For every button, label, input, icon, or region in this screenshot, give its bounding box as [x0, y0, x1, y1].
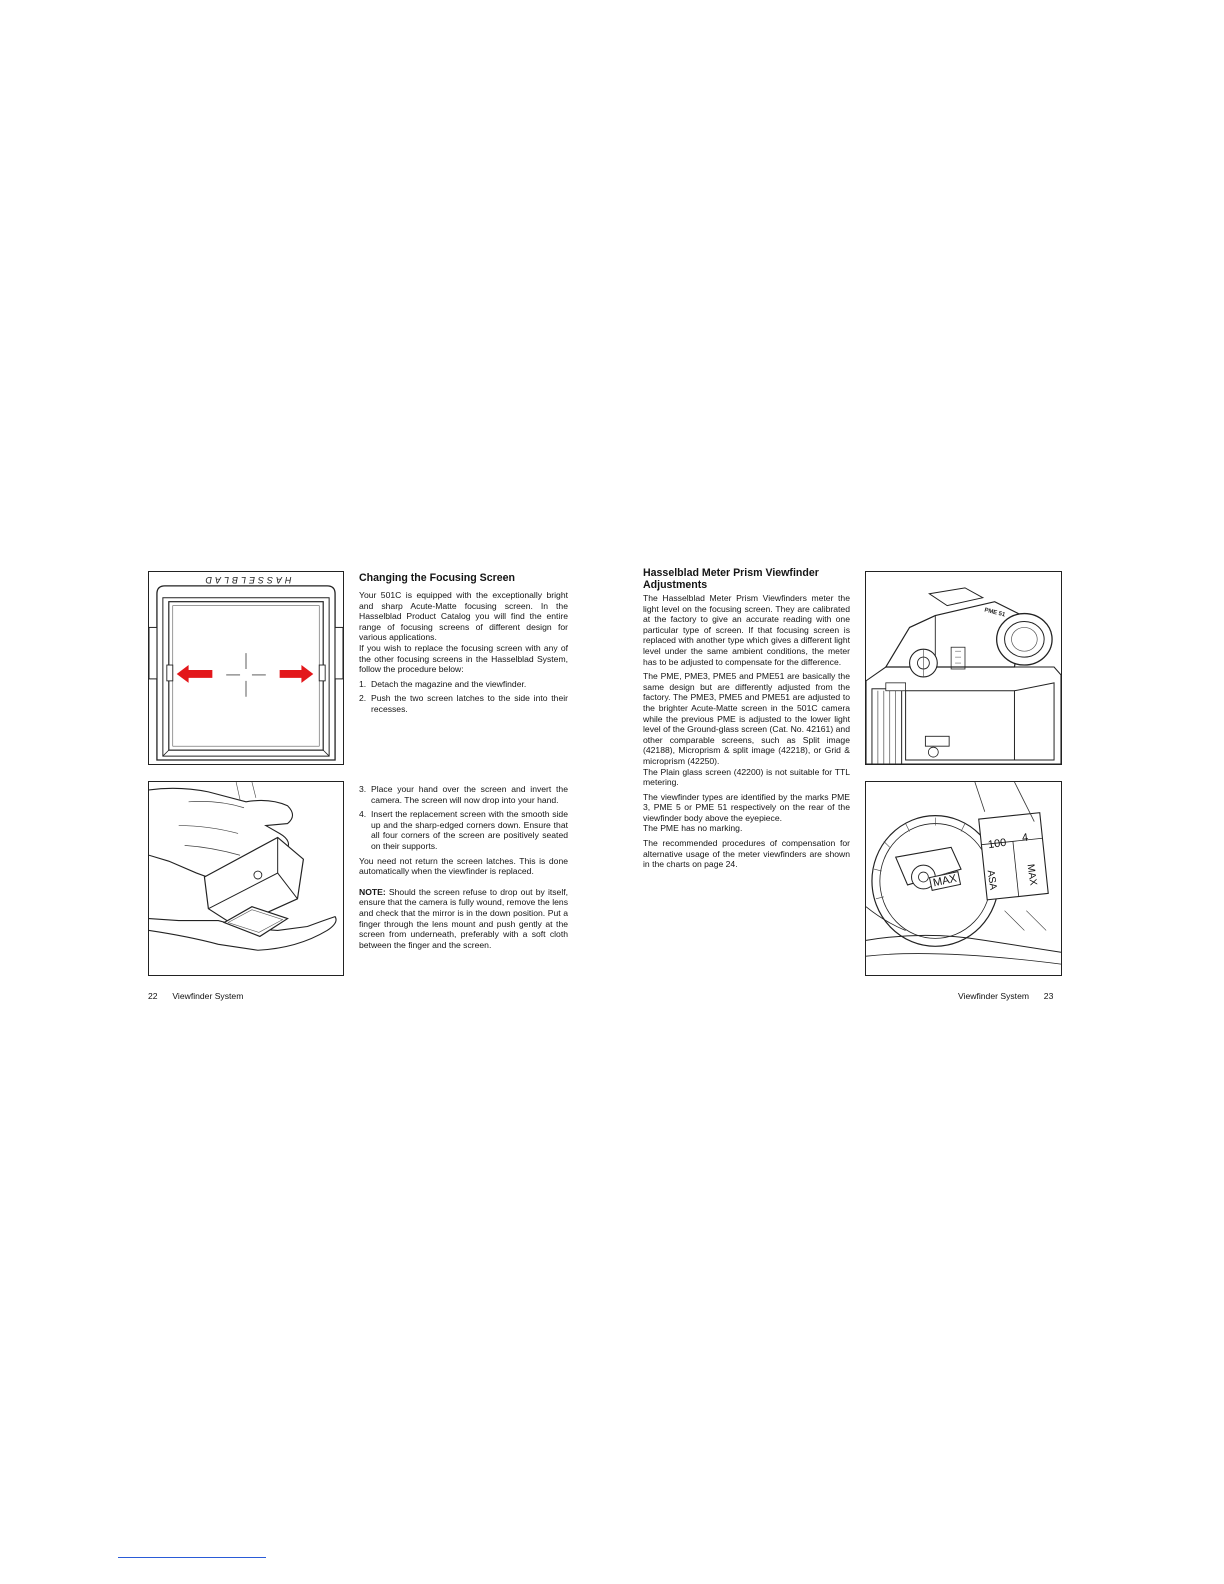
bottom-rule [118, 1557, 266, 1558]
meter-prism-heading: Hasselblad Meter Prism Viewfinder Adjustments [643, 567, 819, 591]
list-item: 1. Detach the magazine and the viewfinder. [359, 678, 527, 689]
steps-list-b [359, 784, 568, 852]
note-text: Should the screen refuse to drop out by itself, ensure that the camera is fully wound, remove the lens and check that the mirror is in the down position. Put a finger through the lens mount and push gently at the screen from underneath, preferably with a soft cloth between the finger and the screen. [359, 886, 569, 950]
dial-max-vertical-label: MAX [1024, 863, 1039, 887]
dial-max-label: MAX [929, 871, 961, 891]
hand-screen-illustration [149, 782, 343, 975]
dial-asa-label: ASA [984, 869, 999, 891]
meter-dial-figure [865, 781, 1062, 976]
focusing-screen-heading: Changing the Focusing Screen [359, 572, 515, 584]
list-item: 2. Push the two screen latches to the side into their recesses. [359, 693, 568, 714]
left-column-top [359, 572, 568, 719]
note-paragraph [359, 887, 568, 951]
list-item: 4. Insert the replacement screen with the smooth side up and the sharp-edged corners down. Ensure that all four corners of the screen are positively seated on their supports. [359, 809, 568, 851]
right-column [643, 567, 850, 874]
paragraph-2: The PME, PME3, PME5 and PME51 are basically the same design but are differently adjusted from the factory. The PME3, PME5 and PME51 are adjusted to the brighter Acute-Matte screen in the 501C camera while the previous PME is adjusted to the lower light level of the Ground-glass screen (Cat. No. 42161) and other comparable screens, such as Split image (42188), Microprism & split image (42218), or Grid & microprism (42250). [643, 671, 850, 766]
left-column-bottom [359, 784, 568, 954]
paragraph-6: The recommended procedures of compensation for alternative usage of the meter viewfinders are shown in the charts on page 24. [643, 838, 850, 870]
paragraph-1: The Hasselblad Meter Prism Viewfinders meter the light level on the focusing screen. They are calibrated at the factory to give an accurate reading with one particular type of screen. If that focusing screen is replaced with another type which gives a different light level under the same ambient conditions, the meter has to be adjusted to compensate for the difference. [643, 593, 850, 667]
section-name-right: Viewfinder System [958, 991, 1030, 1001]
pme51-marking: PME 51 [983, 607, 1006, 619]
section-name-left: Viewfinder System [172, 991, 244, 1001]
intro-paragraph: Your 501C is equipped with the exceptionally bright and sharp Acute-Matte focusing screen. In the Hasselblad Product Catalog you will find the entire range of focusing screens of different design for various applications. [359, 590, 568, 643]
page-number-left: 22 [148, 991, 158, 1001]
paragraph-4: The viewfinder types are identified by the marks PME 3, PME 5 or PME 51 respectively on the rear of the viewfinder body above the eyepiece. [643, 791, 850, 823]
note-label: NOTE: [359, 886, 386, 897]
dial-iso-value: 100 [987, 836, 1008, 852]
paragraph-3: The Plain glass screen (42200) is not suitable for TTL metering. [643, 766, 850, 788]
intro-paragraph-2: If you wish to replace the focusing screen with any of the other focusing screens in the Hasselblad System, follow the procedure below: [359, 642, 568, 675]
left-footer [148, 991, 243, 1001]
focusing-screen-figure [148, 571, 344, 765]
list-item: 3. Place your hand over the screen and invert the camera. The screen will now drop into your hand. [359, 784, 568, 805]
paragraph-5: The PME has no marking. [643, 823, 743, 834]
prism-viewfinder-illustration [866, 572, 1061, 764]
hand-screen-figure [148, 781, 344, 976]
focusing-screen-illustration [149, 572, 343, 764]
latches-note: You need not return the screen latches. This is done automatically when the viewfinder is replaced. [359, 855, 568, 877]
page-number-right: 23 [1043, 991, 1054, 1001]
dial-stop-value: 4 [1021, 831, 1029, 845]
frame-engraving: HASSELBLAD [202, 575, 292, 585]
steps-list-a [359, 679, 568, 715]
right-footer [958, 991, 1053, 1001]
prism-viewfinder-figure [865, 571, 1062, 765]
